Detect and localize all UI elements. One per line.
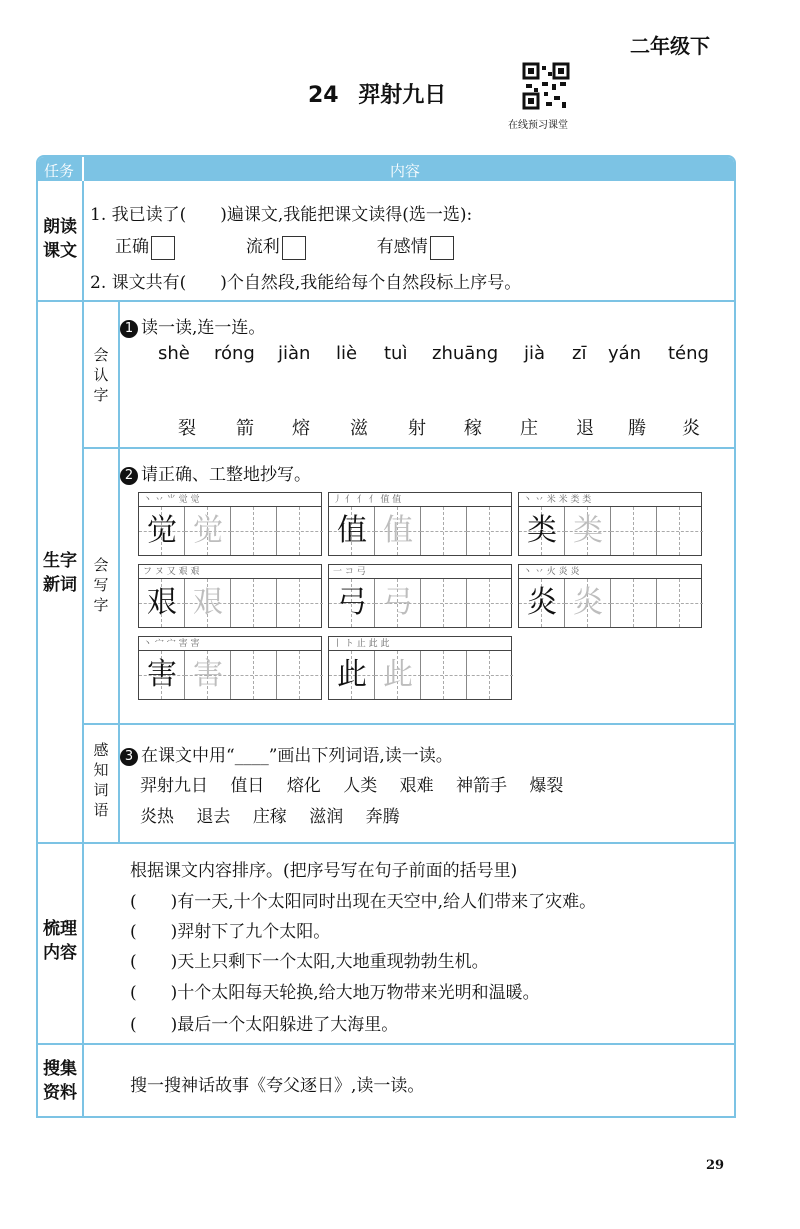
practice-square[interactable] bbox=[657, 579, 703, 627]
header-task: 任务 bbox=[44, 162, 75, 180]
table-header bbox=[38, 157, 734, 181]
sort-item[interactable]: ( )最后一个太阳躲进了大海里。 bbox=[130, 1015, 399, 1035]
hanzi-item[interactable]: 退 bbox=[576, 418, 594, 439]
pinyin-item[interactable]: róng bbox=[214, 343, 255, 364]
stroke-order: フ ヌ 又 艰 艰 bbox=[139, 565, 321, 579]
qr-label: 在线预习课堂 bbox=[508, 120, 568, 131]
stroke-order: 丶 丷 火 炎 炎 bbox=[519, 565, 701, 579]
option-fluent[interactable]: 流利 bbox=[246, 237, 306, 257]
vocab-word: 庄稼 bbox=[252, 807, 287, 827]
checkbox-emotion[interactable] bbox=[430, 236, 454, 260]
vocab-word: 人类 bbox=[343, 776, 378, 796]
vocab-word: 羿射九日 bbox=[140, 776, 208, 796]
practice-square[interactable] bbox=[565, 579, 611, 627]
practice-square[interactable] bbox=[611, 507, 657, 555]
subtask-recognize: 会 认 字 bbox=[93, 346, 109, 404]
sort-item[interactable]: ( )羿射下了九个太阳。 bbox=[130, 922, 331, 942]
vocab-word: 爆裂 bbox=[529, 776, 564, 796]
pinyin-item[interactable]: jiàn bbox=[278, 343, 311, 364]
pinyin-item[interactable]: zī bbox=[572, 343, 587, 364]
trace-character: 炎 bbox=[573, 585, 603, 620]
task-words: 生字 新词 bbox=[43, 551, 77, 595]
sort-instruction: 根据课文内容排序。(把序号写在句子前面的括号里) bbox=[130, 861, 518, 881]
lesson-title bbox=[308, 78, 446, 109]
practice-square[interactable] bbox=[467, 651, 513, 699]
subtask-write: 会 写 字 bbox=[93, 556, 109, 614]
practice-square[interactable] bbox=[185, 651, 231, 699]
writing-cell[interactable] bbox=[138, 564, 322, 628]
checkbox-correct[interactable] bbox=[151, 236, 175, 260]
practice-square[interactable] bbox=[421, 579, 467, 627]
practice-square[interactable] bbox=[421, 651, 467, 699]
vocab-word: 神箭手 bbox=[456, 776, 508, 796]
pinyin-item[interactable]: tuì bbox=[384, 343, 408, 364]
reading-options bbox=[115, 232, 454, 260]
reading-line1: 1. 我已读了( )遍课文,我能把课文读得(选一选): bbox=[90, 205, 473, 225]
practice-square[interactable] bbox=[231, 651, 277, 699]
model-character: 炎 bbox=[527, 585, 557, 620]
subtask-perceive: 感 知 词 语 bbox=[93, 741, 109, 819]
stroke-order: 一 コ 弓 bbox=[329, 565, 511, 579]
task-reading: 朗读 课文 bbox=[43, 217, 77, 261]
pinyin-item[interactable]: zhuāng bbox=[432, 343, 499, 364]
lesson-number: 24 bbox=[308, 83, 339, 108]
option-emotion[interactable]: 有感情 bbox=[377, 237, 454, 257]
stroke-order: 丿 亻 亻 亻 值 值 bbox=[329, 493, 511, 507]
hanzi-item[interactable]: 腾 bbox=[628, 418, 646, 439]
hanzi-item[interactable]: 裂 bbox=[178, 418, 196, 439]
reading-line2: 2. 课文共有( )个自然段,我能给每个自然段标上序号。 bbox=[90, 273, 522, 293]
model-character: 值 bbox=[337, 513, 367, 548]
word-list-line1 bbox=[140, 771, 563, 796]
pinyin-item[interactable]: shè bbox=[158, 343, 190, 364]
vocab-word: 炎热 bbox=[140, 807, 174, 827]
practice-square[interactable] bbox=[185, 507, 231, 555]
writing-cell[interactable] bbox=[138, 492, 322, 556]
practice-square[interactable] bbox=[467, 579, 513, 627]
sort-item[interactable]: ( )天上只剩下一个太阳,大地重现勃勃生机。 bbox=[130, 952, 489, 972]
hanzi-item[interactable]: 箭 bbox=[236, 418, 254, 439]
pinyin-item[interactable]: jià bbox=[524, 343, 546, 364]
task-sort: 梳理 内容 bbox=[43, 919, 77, 963]
write-instruction: 2 请正确、工整地抄写。 bbox=[120, 460, 311, 485]
pinyin-row bbox=[158, 343, 718, 367]
header-content: 内容 bbox=[390, 162, 421, 180]
practice-square[interactable] bbox=[329, 651, 375, 699]
trace-character: 值 bbox=[383, 513, 413, 548]
model-character: 此 bbox=[337, 657, 367, 692]
trace-character: 此 bbox=[383, 657, 413, 692]
practice-square[interactable] bbox=[231, 507, 277, 555]
vocab-word: 艰难 bbox=[399, 776, 434, 796]
number-badge-3: 3 bbox=[120, 748, 138, 766]
pinyin-item[interactable]: yán bbox=[608, 343, 642, 364]
hanzi-item[interactable]: 炎 bbox=[682, 418, 700, 439]
word-list-line2 bbox=[140, 802, 400, 827]
collect-text: 搜一搜神话故事《夸父逐日》,读一读。 bbox=[130, 1076, 425, 1096]
page-number: 29 bbox=[706, 1158, 725, 1173]
pinyin-item[interactable]: liè bbox=[336, 343, 358, 364]
practice-square[interactable] bbox=[467, 507, 513, 555]
practice-square[interactable] bbox=[231, 579, 277, 627]
hanzi-item[interactable]: 稼 bbox=[464, 418, 482, 439]
writing-cell[interactable] bbox=[328, 492, 512, 556]
model-character: 觉 bbox=[147, 513, 177, 548]
practice-square[interactable] bbox=[139, 651, 185, 699]
stroke-order: 丶 丷 ⺌ 觉 觉 bbox=[139, 493, 321, 507]
practice-square[interactable] bbox=[277, 507, 323, 555]
stroke-order: 丨 ト 止 此 此 bbox=[329, 637, 511, 651]
hanzi-item[interactable]: 滋 bbox=[350, 418, 368, 439]
sort-item[interactable]: ( )有一天,十个太阳同时出现在天空中,给人们带来了灾难。 bbox=[130, 892, 597, 912]
stroke-order: 丶 宀 宀 害 害 bbox=[139, 637, 321, 651]
practice-square[interactable] bbox=[375, 507, 421, 555]
hanzi-row bbox=[160, 414, 720, 438]
grade-label: 二年级下 bbox=[630, 34, 710, 58]
practice-square[interactable] bbox=[657, 507, 703, 555]
practice-square[interactable] bbox=[329, 507, 375, 555]
trace-character: 弓 bbox=[383, 585, 413, 620]
practice-square[interactable] bbox=[519, 507, 565, 555]
model-character: 类 bbox=[527, 513, 557, 548]
vocab-word: 退去 bbox=[196, 807, 231, 827]
hanzi-item[interactable]: 庄 bbox=[520, 418, 538, 439]
sort-item[interactable]: ( )十个太阳每天轮换,给大地万物带来光明和温暖。 bbox=[130, 983, 540, 1003]
practice-square[interactable] bbox=[139, 579, 185, 627]
perceive-instruction: 3 在课文中用“____”画出下列词语,读一读。 bbox=[120, 741, 453, 766]
hanzi-item[interactable]: 射 bbox=[408, 418, 426, 439]
stroke-order: 丶 丷 米 米 类 类 bbox=[519, 493, 701, 507]
writing-cell[interactable] bbox=[518, 492, 702, 556]
practice-square[interactable] bbox=[139, 507, 185, 555]
practice-square[interactable] bbox=[277, 651, 323, 699]
practice-square[interactable] bbox=[277, 579, 323, 627]
trace-character: 害 bbox=[193, 657, 223, 692]
hanzi-item[interactable]: 熔 bbox=[292, 418, 310, 439]
pinyin-item[interactable]: téng bbox=[668, 343, 709, 364]
writing-cell[interactable] bbox=[328, 564, 512, 628]
number-badge-1: 1 bbox=[120, 320, 138, 338]
trace-character: 觉 bbox=[193, 513, 223, 548]
vocab-word: 奔腾 bbox=[365, 807, 400, 827]
practice-square[interactable] bbox=[519, 579, 565, 627]
practice-square[interactable] bbox=[375, 651, 421, 699]
recognize-instruction: 1 读一读,连一连。 bbox=[120, 313, 265, 338]
vocab-word: 熔化 bbox=[286, 776, 321, 796]
qr-code-icon[interactable] bbox=[522, 62, 570, 110]
writing-cell[interactable] bbox=[518, 564, 702, 628]
practice-square[interactable] bbox=[421, 507, 467, 555]
practice-square[interactable] bbox=[329, 579, 375, 627]
practice-square[interactable] bbox=[185, 579, 231, 627]
model-character: 害 bbox=[147, 657, 177, 692]
model-character: 弓 bbox=[337, 585, 367, 620]
practice-square[interactable] bbox=[375, 579, 421, 627]
trace-character: 类 bbox=[573, 513, 603, 548]
lesson-title-text: 羿射九日 bbox=[358, 83, 447, 108]
task-collect: 搜集 资料 bbox=[43, 1059, 77, 1103]
practice-square[interactable] bbox=[565, 507, 611, 555]
option-correct[interactable]: 正确 bbox=[115, 237, 175, 257]
checkbox-fluent[interactable] bbox=[282, 236, 306, 260]
writing-cell[interactable] bbox=[328, 636, 512, 700]
vocab-word: 滋润 bbox=[309, 807, 344, 827]
practice-square[interactable] bbox=[611, 579, 657, 627]
vocab-word: 值日 bbox=[230, 776, 265, 796]
number-badge-2: 2 bbox=[120, 467, 138, 485]
writing-cell[interactable] bbox=[138, 636, 322, 700]
trace-character: 艰 bbox=[193, 585, 223, 620]
model-character: 艰 bbox=[147, 585, 177, 620]
